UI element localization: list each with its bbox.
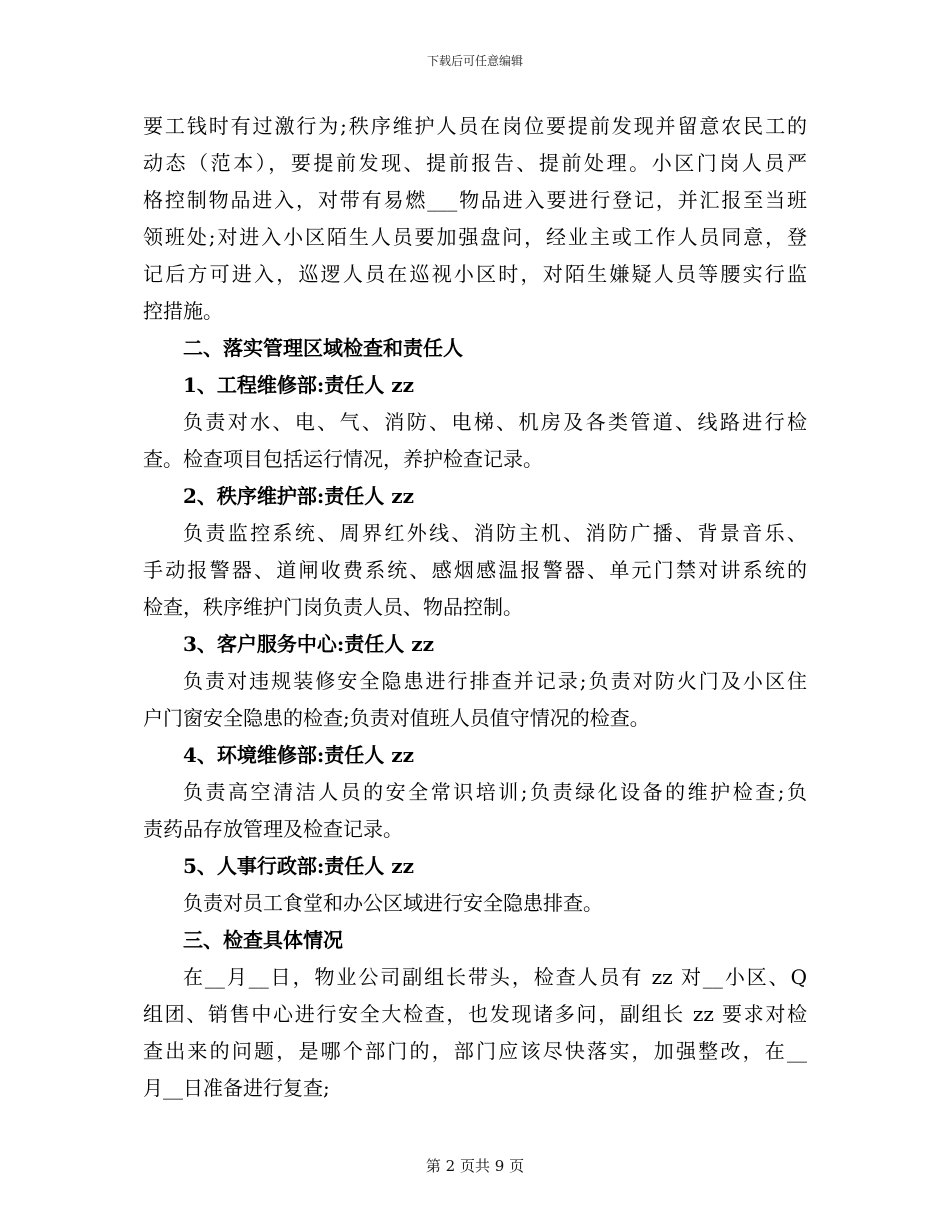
text-line: 记后方可进入，巡逻人员在巡视小区时，对陌生嫌疑人员等腰实行监 — [143, 262, 807, 286]
text-line: 负责高空清洁人员的安全常识培训;负责绿化设备的维护检查;负 — [183, 780, 807, 804]
text-line: 查出来的问题，是哪个部门的，部门应该尽快落实，加强整改，在__ — [143, 1039, 807, 1063]
subheading-environment: 4、环境维修部:责任人 zz — [183, 743, 414, 767]
paragraph-engineering — [143, 404, 807, 478]
text-line: 组团、销售中心进行安全大检查，也发现诸多问，副组长 zz 要求对检 — [143, 1002, 807, 1026]
paragraph-customer-service — [143, 663, 807, 737]
section-heading-2: 二、落实管理区域检查和责任人 — [183, 336, 463, 360]
text-line: 格控制物品进入，对带有易燃___物品进入要进行登记，并汇报至当班 — [143, 188, 807, 212]
subheading-security: 2、秩序维护部:责任人 zz — [183, 484, 414, 508]
text-line: 负责对水、电、气、消防、电梯、机房及各类管道、线路进行检 — [183, 410, 807, 434]
text-line: 月__日准备进行复查; — [143, 1076, 330, 1100]
text-line: 户门窗安全隐患的检查;负责对值班人员值守情况的检查。 — [143, 706, 650, 730]
subheading-engineering: 1、工程维修部:责任人 zz — [183, 373, 414, 397]
text-line: 负责对员工食堂和办公区域进行安全隐患排查。 — [183, 891, 603, 915]
page-header: 下载后可任意编辑 — [426, 54, 523, 68]
text-line: 手动报警器、道闸收费系统、感烟感温报警器、单元门禁对讲系统的 — [143, 558, 807, 582]
page-footer: 第 2 页共 9 页 — [425, 1157, 525, 1175]
text-line: 控措施。 — [143, 299, 223, 323]
subheading-hr-admin: 5、人事行政部:责任人 zz — [183, 854, 414, 878]
text-line: 责药品存放管理及检查记录。 — [143, 817, 403, 841]
paragraph-inspection — [143, 959, 807, 1107]
text-line: 负责对违规装修安全隐患进行排查并记录;负责对防火门及小区住 — [183, 669, 807, 693]
text-line: 查。检查项目包括运行情况，养护检查记录。 — [143, 447, 543, 471]
text-line: 负责监控系统、周界红外线、消防主机、消防广播、背景音乐、 — [183, 521, 807, 545]
paragraph-security — [143, 515, 807, 626]
text-line: 领班处;对进入小区陌生人员要加强盘问，经业主或工作人员同意，登 — [143, 225, 807, 249]
paragraph-hr-admin — [143, 885, 807, 922]
document-body — [143, 108, 807, 1107]
section-heading-3: 三、检查具体情况 — [183, 928, 343, 952]
paragraph-intro — [143, 108, 807, 330]
text-line: 在__月__日，物业公司副组长带头，检查人员有 zz 对__小区、Q — [183, 965, 807, 989]
text-line: 检查，秩序维护门岗负责人员、物品控制。 — [143, 595, 523, 619]
subheading-customer-service: 3、客户服务中心:责任人 zz — [183, 632, 434, 656]
text-line: 动态（范本），要提前发现、提前报告、提前处理。小区门岗人员严 — [143, 151, 807, 175]
text-line: 要工钱时有过激行为;秩序维护人员在岗位要提前发现并留意农民工的 — [143, 114, 807, 138]
paragraph-environment — [143, 774, 807, 848]
